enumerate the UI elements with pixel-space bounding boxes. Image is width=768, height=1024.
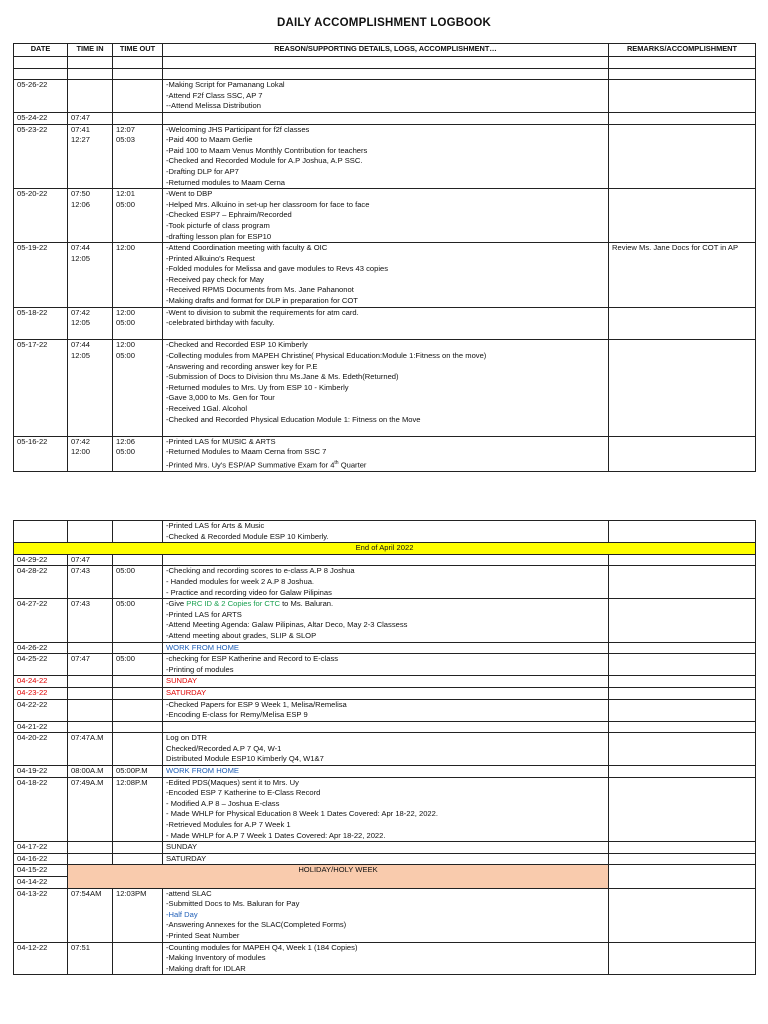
cell-line: 12:06 — [71, 199, 91, 209]
details-cell — [163, 340, 609, 436]
cell-line: 12:00 — [71, 447, 91, 457]
cell-line: 05:00P.M — [116, 766, 148, 776]
time-in-cell — [68, 853, 113, 865]
time-in-cell — [68, 68, 113, 80]
cell-line: -Checked Papers for ESP 9 Week 1, Melisa/Remelisa — [166, 699, 347, 709]
cell-line: -Printed Mrs. Uy's ESP/AP Summative Exam for 4th Quarter — [166, 459, 367, 470]
logbook-table-2 — [13, 520, 756, 975]
date-cell: 05-16-22 — [14, 436, 68, 471]
cell-line: -drafting lesson plan for ESP10 — [166, 231, 272, 241]
cell-line: -Making Script for Pamanang Lokal — [166, 80, 285, 90]
date-cell: 04-26-22 — [14, 642, 68, 654]
cell-line: 05:00 — [116, 318, 136, 328]
remarks-cell — [609, 124, 756, 189]
date-cell: 04-20-22 — [14, 733, 68, 766]
time-in-cell — [68, 189, 113, 243]
col-time-out-header: TIME OUT — [113, 44, 163, 57]
cell-line: -Answering and recording answer key for P.E — [166, 361, 318, 371]
time-in-cell — [68, 57, 113, 69]
cell-line: 05:00 — [116, 654, 136, 664]
cell-line: 12:00 — [116, 243, 136, 253]
cell-line: Distributed Module ESP10 Kimberly Q4, W1&7 — [166, 754, 324, 764]
time-in-cell — [68, 642, 113, 654]
time-in-cell — [68, 554, 113, 566]
cell-line: 05:00 — [116, 199, 136, 209]
time-out-cell — [113, 699, 163, 721]
remarks-cell — [609, 888, 756, 942]
remarks-cell — [609, 654, 756, 676]
page-title: DAILY ACCOMPLISHMENT LOGBOOK — [276, 17, 492, 29]
time-out-cell — [113, 340, 163, 436]
date-cell: 04-28-22 — [14, 566, 68, 599]
time-in-cell — [68, 766, 113, 778]
cell-line: -Retrieved Modules for A.P 7 Week 1 — [166, 820, 291, 830]
time-out-cell — [113, 124, 163, 189]
time-in-cell — [68, 699, 113, 721]
cell-line: SATURDAY — [166, 853, 207, 863]
cell-line: 12:01 — [116, 189, 136, 199]
time-out-cell — [113, 888, 163, 942]
time-in-cell — [68, 888, 113, 942]
details-cell — [163, 68, 609, 80]
col-remarks-header: REMARKS/ACCOMPLISHMENT — [609, 44, 756, 57]
cell-line: 07:47 — [71, 112, 91, 122]
log-row — [14, 566, 756, 599]
cell-line: -Counting modules for MAPEH Q4, Week 1 (184 Copies) — [166, 942, 358, 952]
cell-line: -Drafting DLP for AP7 — [166, 166, 239, 176]
cell-line: -Paid 100 to Maam Venus Monthly Contribution for teachers — [166, 145, 368, 155]
remarks-cell — [609, 842, 756, 854]
cell-line: 07:41 — [71, 124, 91, 134]
remarks-cell — [609, 687, 756, 699]
time-out-cell — [113, 853, 163, 865]
cell-line: 05:00 — [116, 599, 136, 609]
cell-line: WORK FROM HOME — [166, 766, 239, 776]
time-out-cell — [113, 721, 163, 733]
time-out-cell — [113, 566, 163, 599]
date-cell: 05-20-22 — [14, 189, 68, 243]
time-in-cell — [68, 566, 113, 599]
cell-line: 07:47 — [71, 554, 91, 564]
time-out-cell — [113, 554, 163, 566]
log-row — [14, 243, 756, 308]
details-cell — [163, 124, 609, 189]
cell-line: 05:00 — [116, 566, 136, 576]
cell-line: 12:07 — [116, 124, 136, 134]
log-row — [14, 842, 756, 854]
time-out-cell — [113, 436, 163, 471]
time-out-cell — [113, 676, 163, 688]
cell-line: -Making draft for IDLAR — [166, 963, 246, 973]
date-cell: 05-18-22 — [14, 307, 68, 340]
cell-line: -Printed Alkuino's Request — [166, 253, 255, 263]
details-cell — [163, 654, 609, 676]
cell-line: - Made WHLP for A.P 7 Week 1 Dates Covered: Apr 18-22, 2022. — [166, 830, 386, 840]
log-row — [14, 699, 756, 721]
time-out-cell — [113, 521, 163, 543]
cell-line: -checking for ESP Katherine and Record to E-class — [166, 654, 339, 664]
time-in-cell — [68, 124, 113, 189]
date-cell: 05-26-22 — [14, 80, 68, 113]
time-out-cell — [113, 942, 163, 975]
time-in-cell — [68, 307, 113, 340]
cell-line: -Received pay check for May — [166, 274, 264, 284]
remarks-cell — [609, 68, 756, 80]
cell-line: -Welcoming JHS Participant for f2f classes — [166, 124, 310, 134]
cell-line: -Attend Meeting Agenda: Galaw Pilipinas, Altar Deco, May 2-3 Classess — [166, 620, 408, 630]
time-in-cell — [68, 654, 113, 676]
date-cell: 04-14-22 — [14, 877, 68, 889]
remarks-cell — [609, 57, 756, 69]
cell-line: 07:43 — [71, 566, 91, 576]
details-cell — [163, 80, 609, 113]
cell-line: -Attend Coordination meeting with faculty & OIC — [166, 243, 328, 253]
cell-line: -Printed LAS for MUSIC & ARTS — [166, 436, 276, 446]
details-cell — [163, 521, 609, 543]
time-in-cell — [68, 436, 113, 471]
cell-line: 05:03 — [116, 135, 136, 145]
date-cell: 04-12-22 — [14, 942, 68, 975]
cell-line: -Went to DBP — [166, 189, 213, 199]
log-row — [14, 112, 756, 124]
cell-line: Checked/Recorded A.P 7 Q4, W-1 — [166, 743, 282, 753]
cell-line: -Checked ESP7 – Ephraim/Recorded — [166, 210, 292, 220]
cell-line: SUNDAY — [166, 676, 198, 686]
cell-line: -Gave 3,000 to Ms. Gen for Tour — [166, 393, 275, 403]
time-in-cell — [68, 676, 113, 688]
remarks-cell — [609, 189, 756, 243]
time-out-cell — [113, 599, 163, 642]
remarks-cell — [609, 942, 756, 975]
cell-line: -Checked & Recorded Module ESP 10 Kimberly. — [166, 531, 329, 541]
cell-line: -Half Day — [166, 909, 198, 919]
log-row — [14, 307, 756, 340]
cell-line: -Printed LAS for ARTS — [166, 609, 242, 619]
cell-line: 12:00 — [116, 307, 136, 317]
log-row — [14, 642, 756, 654]
time-in-cell — [68, 842, 113, 854]
remarks-cell: Review Ms. Jane Docs for COT in AP — [609, 243, 756, 308]
remarks-cell — [609, 777, 756, 842]
cell-line: 07:50 — [71, 189, 91, 199]
time-out-cell — [113, 307, 163, 340]
log-row — [14, 189, 756, 243]
cell-line: -Returned modules to Mrs. Uy from ESP 10 - Kimberly — [166, 382, 349, 392]
time-in-cell — [68, 340, 113, 436]
details-cell — [163, 888, 609, 942]
cell-line: -attend SLAC — [166, 888, 212, 898]
cell-line: -Paid 400 to Maam Gerlie — [166, 135, 253, 145]
log-row — [14, 124, 756, 189]
cell-line: -Encoded ESP 7 Katherine to E-Class Record — [166, 788, 321, 798]
details-cell — [163, 554, 609, 566]
cell-line: --Attend Melissa Distribution — [166, 101, 261, 111]
time-in-cell — [68, 243, 113, 308]
time-out-cell — [113, 687, 163, 699]
time-out-cell — [113, 733, 163, 766]
details-cell — [163, 599, 609, 642]
col-time-in-header: TIME IN — [68, 44, 113, 57]
cell-line: -Checking and recording scores to e-class A.P 8 Joshua — [166, 566, 355, 576]
col-details-header: REASON/SUPPORTING DETAILS, LOGS, ACCOMPLISHMENT… — [163, 44, 609, 57]
remarks-cell — [609, 676, 756, 688]
log-row — [14, 436, 756, 471]
time-in-cell — [68, 112, 113, 124]
cell-line: - Modified A.P 8 – Joshua E-class — [166, 798, 280, 808]
cell-line: -Folded modules for Melissa and gave modules to Revs 43 copies — [166, 264, 389, 274]
log-row — [14, 853, 756, 865]
log-row — [14, 654, 756, 676]
date-cell: 04-13-22 — [14, 888, 68, 942]
date-cell: 04-16-22 — [14, 853, 68, 865]
details-cell — [163, 57, 609, 69]
log-row — [14, 68, 756, 80]
cell-line: - Practice and recording video for Galaw Pilipinas — [166, 587, 332, 597]
cell-line: -Returned Modules to Maam Cerna from SSC 7 — [166, 447, 327, 457]
details-cell — [163, 243, 609, 308]
log-row — [14, 599, 756, 642]
log-row — [14, 687, 756, 699]
cell-line: 12:27 — [71, 135, 91, 145]
time-out-cell — [113, 766, 163, 778]
details-cell — [163, 721, 609, 733]
cell-line: -Collecting modules from MAPEH Christine( Physical Education:Module 1:Fitness on the move) — [166, 351, 487, 361]
log-row — [14, 888, 756, 942]
log-row — [14, 777, 756, 842]
date-cell: 04-21-22 — [14, 721, 68, 733]
cell-line: -Helped Mrs. Alkuino in set-up her classroom for face to face — [166, 199, 370, 209]
date-cell: 04-25-22 — [14, 654, 68, 676]
cell-line: -Making Inventory of modules — [166, 953, 266, 963]
log-row — [14, 554, 756, 566]
cell-line: -Answering Annexes for the SLAC(Completed Forms) — [166, 920, 347, 930]
details-cell — [163, 676, 609, 688]
cell-line: SUNDAY — [166, 842, 198, 852]
end-of-april-banner: End of April 2022 — [14, 543, 756, 555]
cell-line: 07:47A.M — [71, 733, 104, 743]
details-cell — [163, 112, 609, 124]
date-cell: 04-23-22 — [14, 687, 68, 699]
cell-line: 12:03PM — [116, 888, 147, 898]
date-cell: 04-19-22 — [14, 766, 68, 778]
remarks-cell — [609, 566, 756, 599]
cell-line: WORK FROM HOME — [166, 642, 239, 652]
cell-line: SATURDAY — [166, 687, 207, 697]
details-cell — [163, 687, 609, 699]
log-row — [14, 521, 756, 543]
cell-line: Log on DTR — [166, 733, 207, 743]
time-in-cell — [68, 80, 113, 113]
time-out-cell — [113, 243, 163, 308]
remarks-cell — [609, 766, 756, 778]
cell-line: 05:00 — [116, 447, 136, 457]
cell-line: -Received RPMS Documents from Ms. Jane Pahanonot — [166, 285, 354, 295]
details-cell — [163, 307, 609, 340]
header-row — [14, 44, 756, 57]
cell-line: 07:49A.M — [71, 777, 104, 787]
time-out-cell — [113, 57, 163, 69]
holiday-banner: HOLIDAY/HOLY WEEK — [68, 865, 609, 888]
highlight-text: PRC ID & 2 Copies for CTC — [186, 599, 280, 609]
date-cell: 05-17-22 — [14, 340, 68, 436]
remarks-cell — [609, 699, 756, 721]
cell-line: -Submitted Docs to Ms. Baluran for Pay — [166, 899, 300, 909]
cell-line: 07:44 — [71, 340, 91, 350]
details-cell — [163, 189, 609, 243]
cell-line: -Took picturfe of class program — [166, 220, 270, 230]
cell-line: -Returned modules to Maam Cerna — [166, 177, 286, 187]
remarks-cell — [609, 80, 756, 113]
cell-line: - Made WHLP for Physical Education 8 Week 1 Dates Covered: Apr 18-22, 2022. — [166, 809, 438, 819]
cell-line: -Attend F2f Class SSC, AP 7 — [166, 90, 263, 100]
log-row — [14, 340, 756, 436]
log-row — [14, 80, 756, 113]
cell-line: 07:47 — [71, 654, 91, 664]
remarks-cell — [609, 340, 756, 436]
cell-line: -Checked and Recorded ESP 10 Kimberly — [166, 340, 308, 350]
log-row — [14, 865, 756, 877]
time-out-cell — [113, 842, 163, 854]
cell-line: 12:08P.M — [116, 777, 148, 787]
details-cell — [163, 942, 609, 975]
details-cell — [163, 436, 609, 471]
log-row — [14, 721, 756, 733]
col-date-header: DATE — [14, 44, 68, 57]
cell-line: 12:05 — [71, 318, 91, 328]
cell-line: 07:42 — [71, 436, 91, 446]
date-cell: 04-29-22 — [14, 554, 68, 566]
cell-line: -Checked and Recorded Physical Education Module 1: Fitness on the Move — [166, 414, 421, 424]
time-in-cell — [68, 599, 113, 642]
details-cell — [163, 566, 609, 599]
date-cell: 05-19-22 — [14, 243, 68, 308]
time-in-cell — [68, 521, 113, 543]
log-row — [14, 676, 756, 688]
remarks-cell — [609, 554, 756, 566]
cell-line: -Edited PDS(Maques) sent it to Mrs. Uy — [166, 777, 299, 787]
remarks-cell — [609, 307, 756, 340]
cell-line — [166, 329, 605, 340]
cell-line: - Handed modules for week 2 A.P 8 Joshua. — [166, 576, 315, 586]
date-cell — [14, 521, 68, 543]
date-cell: 04-18-22 — [14, 777, 68, 842]
time-in-cell — [68, 721, 113, 733]
cell-line: 12:05 — [71, 253, 91, 263]
time-in-cell — [68, 733, 113, 766]
details-cell — [163, 733, 609, 766]
time-out-cell — [113, 68, 163, 80]
details-cell — [163, 853, 609, 865]
time-out-cell — [113, 80, 163, 113]
time-in-cell — [68, 942, 113, 975]
time-out-cell — [113, 189, 163, 243]
cell-line: 07:51 — [71, 942, 91, 952]
remarks-cell — [609, 436, 756, 471]
details-cell — [163, 777, 609, 842]
log-row — [14, 733, 756, 766]
banner-row — [14, 543, 756, 555]
cell-line: 07:43 — [71, 599, 91, 609]
remarks-cell — [609, 865, 756, 888]
date-cell — [14, 68, 68, 80]
cell-line: 07:54AM — [71, 888, 102, 898]
details-cell — [163, 699, 609, 721]
cell-line: -Making drafts and format for DLP in preparation for COT — [166, 296, 358, 306]
time-in-cell — [68, 777, 113, 842]
cell-line: -Checked and Recorded Module for A.P Joshua, A.P SSC. — [166, 156, 363, 166]
remarks-cell — [609, 642, 756, 654]
remarks-cell — [609, 599, 756, 642]
remarks-cell — [609, 112, 756, 124]
cell-line: -Encoding E-class for Remy/Melisa ESP 9 — [166, 710, 308, 720]
logbook-table-1 — [13, 43, 756, 472]
cell-line: -Printed Seat Number — [166, 930, 240, 940]
date-cell: 04-27-22 — [14, 599, 68, 642]
cell-line: 05:00 — [116, 351, 136, 361]
remarks-cell — [609, 733, 756, 766]
cell-line: 12:00 — [116, 340, 136, 350]
cell-line: -Attend meeting about grades, SLIP & SLOP — [166, 630, 317, 640]
date-cell: 05-24-22 — [14, 112, 68, 124]
log-row — [14, 57, 756, 69]
date-cell — [14, 57, 68, 69]
remarks-cell — [609, 521, 756, 543]
cell-line: 07:44 — [71, 243, 91, 253]
cell-line: 08:00A.M — [71, 766, 104, 776]
time-out-cell — [113, 112, 163, 124]
cell-line: -Received 1Gal. Alcohol — [166, 404, 248, 413]
cell-line: -Printing of modules — [166, 664, 234, 674]
cell-line — [166, 425, 605, 436]
cell-line: -Give PRC ID & 2 Copies for CTC to Ms. Baluran. — [166, 599, 334, 609]
cell-line: -Printed LAS for Arts & Music — [166, 521, 265, 530]
time-out-cell — [113, 654, 163, 676]
time-out-cell — [113, 777, 163, 842]
date-cell: 05-23-22 — [14, 124, 68, 189]
log-row — [14, 766, 756, 778]
log-row — [14, 942, 756, 975]
date-cell: 04-22-22 — [14, 699, 68, 721]
details-cell — [163, 642, 609, 654]
cell-line: -Submission of Docs to Division thru Ms.Jane & Ms. Edeth(Returned) — [166, 372, 399, 382]
time-out-cell — [113, 642, 163, 654]
remarks-cell — [609, 721, 756, 733]
date-cell: 04-24-22 — [14, 676, 68, 688]
time-in-cell — [68, 687, 113, 699]
date-cell: 04-17-22 — [14, 842, 68, 854]
date-cell: 04-15-22 — [14, 865, 68, 877]
remarks-cell — [609, 853, 756, 865]
cell-line: -celebrated birthday with faculty. — [166, 318, 275, 328]
details-cell — [163, 766, 609, 778]
cell-line: 12:06 — [116, 436, 136, 446]
cell-line: -Went to division to submit the requirements for atm card. — [166, 307, 359, 317]
cell-line: 07:42 — [71, 307, 91, 317]
cell-line: 12:05 — [71, 351, 91, 361]
details-cell — [163, 842, 609, 854]
